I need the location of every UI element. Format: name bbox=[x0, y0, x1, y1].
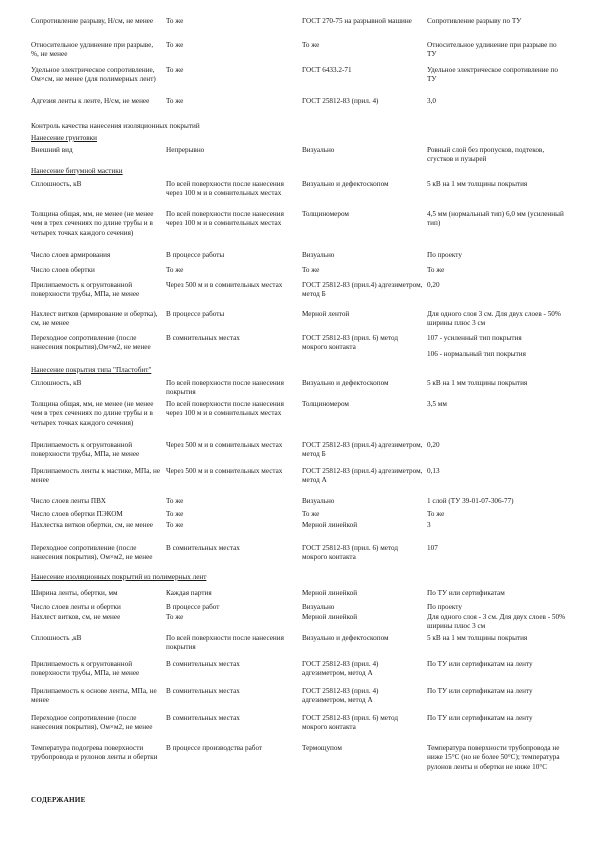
method-cell: ГОСТ 25812-83 (прил.4) адгезиметром, метод Б bbox=[302, 281, 423, 299]
method-cell: Мерной линейкой bbox=[302, 521, 358, 529]
section-heading: Нанесение битумной мастики bbox=[31, 167, 123, 175]
parameter-cell: Толщина общая, мм, не менее (не менее чем в трех сечениях по длине трубы и в четырех точках каждого сечения) bbox=[31, 400, 154, 427]
frequency-cell: То же bbox=[166, 521, 184, 529]
requirement-cell: 0,20 bbox=[427, 281, 440, 289]
parameter-cell: Относительное удлинение при разрыве, %, не менее bbox=[31, 41, 154, 59]
requirement-cell: По ТУ или сертификатам на ленту bbox=[427, 687, 533, 695]
requirement-cell: То же bbox=[427, 510, 445, 518]
parameter-cell: Сплошность, кВ bbox=[31, 379, 82, 387]
parameter-cell: Нахлестка витков обертки, см, не менее bbox=[31, 521, 153, 529]
requirement-cell: 107 - усиленный тип покрытия bbox=[427, 334, 522, 342]
method-cell: ГОСТ 25812-83 (прил. 4) адгезиметром, метод А bbox=[302, 660, 379, 678]
parameter-cell: Нахлест витков, см, не менее bbox=[31, 613, 121, 621]
contents-link[interactable]: СОДЕРЖАНИЕ bbox=[31, 796, 86, 804]
frequency-cell: То же bbox=[166, 41, 184, 49]
parameter-cell: Сопротивление разрыву, Н/см, не менее bbox=[31, 17, 154, 25]
method-cell: Визуально и дефектоскопом bbox=[302, 379, 389, 387]
method-cell: Визуально bbox=[302, 497, 335, 505]
method-cell: Мерной линейкой bbox=[302, 613, 358, 621]
parameter-cell: Температура подогрева поверхности трубопровода и рулонов ленты и обертки bbox=[31, 744, 158, 762]
parameter-cell: Число слоев обертки ПЭКОМ bbox=[31, 510, 123, 518]
requirement-cell: 0,13 bbox=[427, 467, 440, 475]
method-cell: Мерной лентой bbox=[302, 310, 350, 318]
requirement-cell: 5 кВ на 1 мм толщины покрытия bbox=[427, 379, 528, 387]
frequency-cell: Непрерывно bbox=[166, 146, 205, 154]
requirement-cell: Относительное удлинение при разрыве по ТУ bbox=[427, 41, 557, 59]
section-heading: Нанесение покрытия типа "Пластобит" bbox=[31, 366, 152, 374]
frequency-cell: В сомнительных местах bbox=[166, 687, 240, 695]
parameter-cell: Толщина общая, мм, не менее (не менее чем в трех сечениях по длине трубы и в четырех точках каждого сечения) bbox=[31, 210, 154, 237]
parameter-cell: Адгезия ленты к ленте, Н/см, не менее bbox=[31, 97, 150, 105]
requirement-cell: 107 bbox=[427, 544, 438, 552]
parameter-cell: Сплошность, кВ bbox=[31, 180, 82, 188]
parameter-cell: Прилипаемость к основе ленты, МПа, не менее bbox=[31, 687, 157, 705]
section-heading: Контроль качества нанесения изоляционных покрытий bbox=[31, 122, 200, 130]
method-cell: Визуально bbox=[302, 146, 335, 154]
frequency-cell: В процессе работы bbox=[166, 251, 225, 259]
method-cell: ГОСТ 25812-83 (прил.4) адгезиметром, метод А bbox=[302, 467, 423, 485]
requirement-cell: 1 слой (ТУ 39-01-07-306-77) bbox=[427, 497, 514, 505]
requirement-cell: По ТУ или сертификатам на ленту bbox=[427, 714, 533, 722]
requirement-cell: 4,5 мм (нормальный тип) 6,0 мм (усиленный тип) bbox=[427, 210, 564, 228]
method-cell: ГОСТ 25812-83 (прил. 6) метод мокрого контакта bbox=[302, 544, 399, 562]
method-cell: ГОСТ 25812-83 (прил. 4) bbox=[302, 97, 379, 105]
frequency-cell: По всей поверхности после нанесения покрытия bbox=[166, 634, 284, 652]
parameter-cell: Прилипаемость к огрунтованной поверхности трубы, МПа, не менее bbox=[31, 281, 140, 299]
requirement-cell-extra: 106 - нормальный тип покрытия bbox=[427, 350, 526, 358]
method-cell: То же bbox=[302, 510, 320, 518]
frequency-cell: В процессе работ bbox=[166, 603, 220, 611]
frequency-cell: По всей поверхности после нанесения через 100 м и в сомнительных местах bbox=[166, 400, 284, 418]
requirement-cell: 0,20 bbox=[427, 441, 440, 449]
requirement-cell: Для одного слоя - 3 см. Для двух слоев - 50% ширины плюс 3 см bbox=[427, 613, 566, 631]
frequency-cell: Через 500 м и в сомнительных местах bbox=[166, 467, 283, 475]
method-cell: Толщиномером bbox=[302, 210, 349, 218]
section-heading: Нанесение изоляционных покрытий из полимерных лент bbox=[31, 573, 207, 581]
parameter-cell: Переходное сопротивление (после нанесения покрытия), Ом×м2, не менее bbox=[31, 544, 153, 562]
requirement-cell: 5 кВ на 1 мм толщины покрытия bbox=[427, 180, 528, 188]
requirement-cell: 5 кВ на 1 мм толщины покрытия bbox=[427, 634, 528, 642]
method-cell: Визуально и дефектоскопом bbox=[302, 180, 389, 188]
requirement-cell: По проекту bbox=[427, 251, 462, 259]
requirement-cell: То же bbox=[427, 266, 445, 274]
parameter-cell: Сплошность ,кВ bbox=[31, 634, 82, 642]
frequency-cell: По всей поверхности после нанесения через 100 м и в сомнительных местах bbox=[166, 210, 284, 228]
requirement-cell: Удельное электрическое сопротивление по ТУ bbox=[427, 66, 558, 84]
frequency-cell: Каждая партия bbox=[166, 589, 212, 597]
requirement-cell: Сопротивление разрыву по ТУ bbox=[427, 17, 522, 25]
frequency-cell: В процессе работы bbox=[166, 310, 225, 318]
requirement-cell: 3,5 мм bbox=[427, 400, 447, 408]
method-cell: Визуально и дефектоскопом bbox=[302, 634, 389, 642]
frequency-cell: В сомнительных местах bbox=[166, 544, 240, 552]
method-cell: Мерной линейкой bbox=[302, 589, 358, 597]
frequency-cell: То же bbox=[166, 497, 184, 505]
parameter-cell: Прилипаемость к огрунтованной поверхности трубы, МПа, не менее bbox=[31, 660, 140, 678]
parameter-cell: Прилипаемость ленты к мастике, МПа, не менее bbox=[31, 467, 161, 485]
frequency-cell: То же bbox=[166, 17, 184, 25]
frequency-cell: То же bbox=[166, 510, 184, 518]
method-cell: ГОСТ 25812-83 (прил.4) адгезиметром, метод Б bbox=[302, 441, 423, 459]
method-cell: ГОСТ 270-75 на разрывной машине bbox=[302, 17, 412, 25]
frequency-cell: То же bbox=[166, 66, 184, 74]
parameter-cell: Нахлест витков (армирование и обертка), см, не менее bbox=[31, 310, 158, 328]
parameter-cell: Внешний вид bbox=[31, 146, 73, 154]
frequency-cell: Через 500 м и в сомнительных местах bbox=[166, 281, 283, 289]
requirement-cell: 3,0 bbox=[427, 97, 436, 105]
requirement-cell: По проекту bbox=[427, 603, 462, 611]
requirement-cell: Для одного слоя 3 см. Для двух слоев - 50% ширины плюс 3 см bbox=[427, 310, 561, 328]
parameter-cell: Переходное сопротивление (после нанесения покрытия), Ом×м2, не менее bbox=[31, 714, 153, 732]
requirement-cell: 3 bbox=[427, 521, 431, 529]
frequency-cell: В сомнительных местах bbox=[166, 334, 240, 342]
method-cell: Толщиномером bbox=[302, 400, 349, 408]
parameter-cell: Число слоев обертки bbox=[31, 266, 95, 274]
frequency-cell: В сомнительных местах bbox=[166, 660, 240, 668]
parameter-cell: Число слоев ленты и обертки bbox=[31, 603, 121, 611]
requirement-cell: Температура поверхности трубопровода не ниже 15°С (но не более 50°С); температура рулонов ленты и обертки не ниже 10°С bbox=[427, 744, 560, 771]
method-cell: ГОСТ 25812-83 (прил. 6) метод мокрого контакта bbox=[302, 334, 399, 352]
method-cell: То же bbox=[302, 41, 320, 49]
parameter-cell: Прилипаемость к огрунтованной поверхности трубы, МПа, не менее bbox=[31, 441, 140, 459]
frequency-cell: По всей поверхности после нанесения через 100 м и в сомнительных местах bbox=[166, 180, 284, 198]
requirement-cell: По ТУ или сертификатам bbox=[427, 589, 505, 597]
method-cell: ГОСТ 6433.2-71 bbox=[302, 66, 352, 74]
method-cell: Визуально bbox=[302, 251, 335, 259]
section-heading: Нанесение грунтовки bbox=[31, 134, 98, 142]
frequency-cell: То же bbox=[166, 97, 184, 105]
frequency-cell: То же bbox=[166, 613, 184, 621]
frequency-cell: То же bbox=[166, 266, 184, 274]
frequency-cell: В процессе производства работ bbox=[166, 744, 263, 752]
method-cell: ГОСТ 25812-83 (прил. 6) метод мокрого контакта bbox=[302, 714, 399, 732]
frequency-cell: Через 500 м и в сомнительных местах bbox=[166, 441, 283, 449]
method-cell: ГОСТ 25812-83 (прил. 4) адгезиметром, метод А bbox=[302, 687, 379, 705]
parameter-cell: Число слоев ленты ПВХ bbox=[31, 497, 106, 505]
parameter-cell: Ширина ленты, обертки, мм bbox=[31, 589, 118, 597]
requirement-cell: Ровный слой без пропусков, подтеков, сгустков и пузырей bbox=[427, 146, 545, 164]
requirement-cell: По ТУ или сертификатам на ленту bbox=[427, 660, 533, 668]
frequency-cell: По всей поверхности после нанесения покрытия bbox=[166, 379, 284, 397]
parameter-cell: Число слоев армирования bbox=[31, 251, 111, 259]
method-cell: Термощупом bbox=[302, 744, 342, 752]
parameter-cell: Удельное электрическое сопротивление, Ом×см, не менее (для полимерных лент) bbox=[31, 66, 156, 84]
method-cell: То же bbox=[302, 266, 320, 274]
frequency-cell: В сомнительных местах bbox=[166, 714, 240, 722]
parameter-cell: Переходное сопротивление (после нанесения покрытия),Ом×м2, не менее bbox=[31, 334, 151, 352]
method-cell: Визуально bbox=[302, 603, 335, 611]
